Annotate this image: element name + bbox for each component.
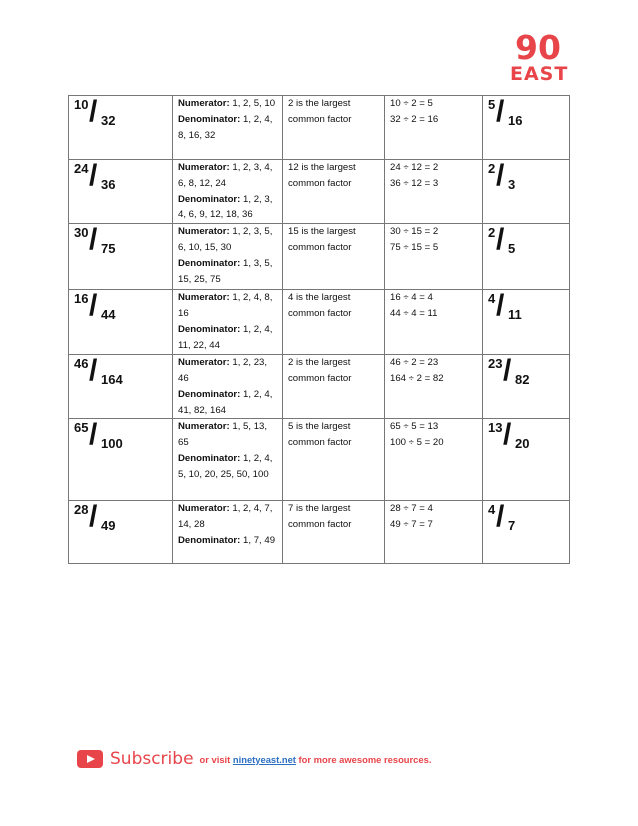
original-fraction-cell <box>69 419 173 501</box>
original-fraction <box>74 355 144 391</box>
numerator-factors: 1, 2, 5, 10 <box>232 98 276 109</box>
table-row <box>69 96 570 160</box>
gcf-cell <box>283 501 385 564</box>
simplified-denominator: 5 <box>508 241 516 257</box>
numerator-factors: 1, 2, 3, 4, 6, 8, 12, 24 <box>178 162 273 189</box>
fraction-slash: / <box>89 354 98 388</box>
gcf-text: 5 is the largest common factor <box>288 421 352 449</box>
simplified-numerator: 4 <box>488 502 496 518</box>
denominator-factors: 1, 2, 4, 41, 82, 164 <box>178 388 273 416</box>
gcf-cell <box>283 290 385 355</box>
logo-line1: 90 <box>515 28 561 67</box>
fraction-slash: / <box>89 223 98 257</box>
fraction-simplification-table <box>68 95 570 564</box>
division-cell <box>385 160 483 224</box>
simplified-numerator: 2 <box>488 225 496 241</box>
denominator-factors: 1, 2, 4, 11, 22, 44 <box>178 323 273 351</box>
gcf-text: 12 is the largest common factor <box>288 162 356 189</box>
numerator-label: Numerator: <box>178 292 230 304</box>
denominator-label: Denominator: <box>178 388 241 400</box>
gcf-text: 2 is the largest common factor <box>288 98 352 125</box>
fraction-slash: / <box>496 95 505 128</box>
original-numerator: 65 <box>74 420 89 436</box>
division-cell <box>385 224 483 290</box>
brand-logo <box>510 28 569 85</box>
original-denominator: 36 <box>101 177 116 192</box>
numerator-label: Numerator: <box>178 162 230 173</box>
denominator-division: 44 ÷ 4 = 11 <box>390 307 438 319</box>
denominator-factors: 1, 2, 3, 4, 6, 9, 12, 18, 36 <box>178 193 273 221</box>
original-fraction-cell <box>69 96 173 160</box>
denominator-division: 32 ÷ 2 = 16 <box>390 113 439 125</box>
simplified-fraction <box>488 355 558 391</box>
gcf-cell <box>283 96 385 160</box>
original-denominator: 49 <box>101 518 116 534</box>
gcf-cell <box>283 224 385 290</box>
original-fraction-cell <box>69 355 173 419</box>
numerator-label: Numerator: <box>178 421 230 433</box>
simplified-fraction-cell <box>483 160 570 224</box>
numerator-factors: 1, 2, 4, 7, 14, 28 <box>178 503 273 531</box>
fraction-slash: / <box>89 159 98 192</box>
gcf-text: 2 is the largest common factor <box>288 357 352 384</box>
factors-cell <box>173 355 283 419</box>
denominator-factors: 1, 2, 4, 8, 16, 32 <box>178 113 273 141</box>
simplified-fraction <box>488 96 558 132</box>
simplified-numerator: 2 <box>488 161 496 176</box>
denominator-label: Denominator: <box>178 193 241 205</box>
denominator-label: Denominator: <box>178 323 241 335</box>
gcf-cell <box>283 160 385 224</box>
table-row <box>69 290 570 355</box>
simplified-fraction <box>488 419 558 455</box>
original-fraction-cell <box>69 501 173 564</box>
numerator-division: 65 ÷ 5 = 13 <box>390 421 439 433</box>
denominator-factors: 1, 7, 49 <box>243 534 276 546</box>
original-numerator: 10 <box>74 97 89 112</box>
numerator-division: 16 ÷ 4 = 4 <box>390 292 433 304</box>
simplified-denominator: 20 <box>515 436 530 452</box>
gcf-text: 4 is the largest common factor <box>288 292 352 319</box>
denominator-label: Denominator: <box>178 452 241 464</box>
original-fraction-cell <box>69 224 173 290</box>
denominator-division: 164 ÷ 2 = 82 <box>390 372 444 384</box>
simplified-denominator: 82 <box>515 372 530 388</box>
simplified-numerator: 5 <box>488 97 496 112</box>
factors-cell <box>173 501 283 564</box>
original-numerator: 30 <box>74 225 89 241</box>
table-row <box>69 355 570 419</box>
original-fraction <box>74 290 144 326</box>
denominator-division: 100 ÷ 5 = 20 <box>390 437 444 449</box>
footer-post: for more awesome resources. <box>298 753 432 765</box>
original-denominator: 75 <box>101 241 116 257</box>
numerator-division: 10 ÷ 2 = 5 <box>390 98 433 109</box>
factors-cell <box>173 160 283 224</box>
numerator-label: Numerator: <box>178 503 230 515</box>
denominator-factors: 1, 3, 5, 15, 25, 75 <box>178 257 273 285</box>
simplified-numerator: 4 <box>488 291 496 307</box>
youtube-play-icon[interactable] <box>77 750 103 768</box>
numerator-label: Numerator: <box>178 226 230 238</box>
division-cell <box>385 290 483 355</box>
website-link[interactable]: ninetyeast.net <box>232 753 296 765</box>
simplified-fraction-cell <box>483 224 570 290</box>
original-denominator: 32 <box>101 113 116 128</box>
factors-cell <box>173 290 283 355</box>
original-numerator: 24 <box>74 161 89 176</box>
gcf-text: 15 is the largest common factor <box>288 226 356 253</box>
simplified-fraction-cell <box>483 501 570 564</box>
table-row <box>69 501 570 564</box>
fraction-slash: / <box>89 500 98 534</box>
fraction-slash: / <box>496 223 505 257</box>
footer-pre: or visit <box>199 753 231 765</box>
original-fraction <box>74 96 144 132</box>
original-numerator: 46 <box>74 356 89 372</box>
simplified-numerator: 23 <box>488 356 503 372</box>
simplified-fraction <box>488 501 558 537</box>
table-row <box>69 160 570 224</box>
numerator-division: 46 ÷ 2 = 23 <box>390 357 439 369</box>
fraction-slash: / <box>503 418 512 452</box>
footer <box>77 748 431 770</box>
fraction-slash: / <box>89 418 98 452</box>
footer-text <box>200 754 432 765</box>
simplified-denominator: 3 <box>508 177 516 192</box>
simplified-denominator: 7 <box>508 518 516 534</box>
simplified-fraction-cell <box>483 419 570 501</box>
simplified-numerator: 13 <box>488 420 503 436</box>
division-cell <box>385 355 483 419</box>
simplified-fraction <box>488 160 558 196</box>
denominator-factors: 1, 2, 4, 5, 10, 20, 25, 50, 100 <box>178 452 273 480</box>
original-fraction <box>74 224 144 260</box>
simplified-denominator: 16 <box>508 113 523 128</box>
numerator-label: Numerator: <box>178 357 230 369</box>
original-fraction <box>74 419 144 455</box>
denominator-division: 36 ÷ 12 = 3 <box>390 177 439 189</box>
fraction-slash: / <box>89 289 98 323</box>
subscribe-link[interactable]: Subscribe <box>110 749 194 769</box>
numerator-division: 24 ÷ 12 = 2 <box>390 162 439 173</box>
original-denominator: 44 <box>101 307 116 323</box>
original-fraction-cell <box>69 290 173 355</box>
division-cell <box>385 96 483 160</box>
numerator-division: 30 ÷ 15 = 2 <box>390 226 439 238</box>
numerator-division: 28 ÷ 7 = 4 <box>390 503 433 515</box>
simplified-fraction-cell <box>483 290 570 355</box>
original-numerator: 28 <box>74 502 89 518</box>
fraction-slash: / <box>496 159 505 192</box>
denominator-division: 75 ÷ 15 = 5 <box>390 241 439 253</box>
numerator-factors: 1, 5, 13, 65 <box>178 421 268 449</box>
table-row <box>69 224 570 290</box>
denominator-label: Denominator: <box>178 113 241 125</box>
numerator-factors: 1, 2, 4, 8, 16 <box>178 292 273 319</box>
original-fraction-cell <box>69 160 173 224</box>
original-denominator: 100 <box>101 436 123 452</box>
original-denominator: 164 <box>101 372 123 388</box>
denominator-division: 49 ÷ 7 = 7 <box>390 519 433 531</box>
factors-cell <box>173 96 283 160</box>
numerator-factors: 1, 2, 3, 5, 6, 10, 15, 30 <box>178 226 273 253</box>
fraction-slash: / <box>503 354 512 388</box>
simplified-fraction <box>488 290 558 326</box>
denominator-label: Denominator: <box>178 534 241 546</box>
numerator-factors: 1, 2, 23, 46 <box>178 357 268 384</box>
numerator-label: Numerator: <box>178 98 230 109</box>
simplified-fraction-cell <box>483 355 570 419</box>
simplified-fraction <box>488 224 558 260</box>
logo-line2: EAST <box>510 63 569 85</box>
original-numerator: 16 <box>74 291 89 307</box>
fraction-slash: / <box>496 500 505 534</box>
division-cell <box>385 501 483 564</box>
original-fraction <box>74 160 144 196</box>
original-fraction <box>74 501 144 537</box>
simplified-denominator: 11 <box>508 307 522 323</box>
table-row <box>69 419 570 501</box>
fraction-slash: / <box>89 95 98 128</box>
factors-cell <box>173 419 283 501</box>
gcf-text: 7 is the largest common factor <box>288 503 352 531</box>
division-cell <box>385 419 483 501</box>
simplified-fraction-cell <box>483 96 570 160</box>
factors-cell <box>173 224 283 290</box>
denominator-label: Denominator: <box>178 257 241 269</box>
gcf-cell <box>283 355 385 419</box>
fraction-slash: / <box>496 289 505 323</box>
gcf-cell <box>283 419 385 501</box>
